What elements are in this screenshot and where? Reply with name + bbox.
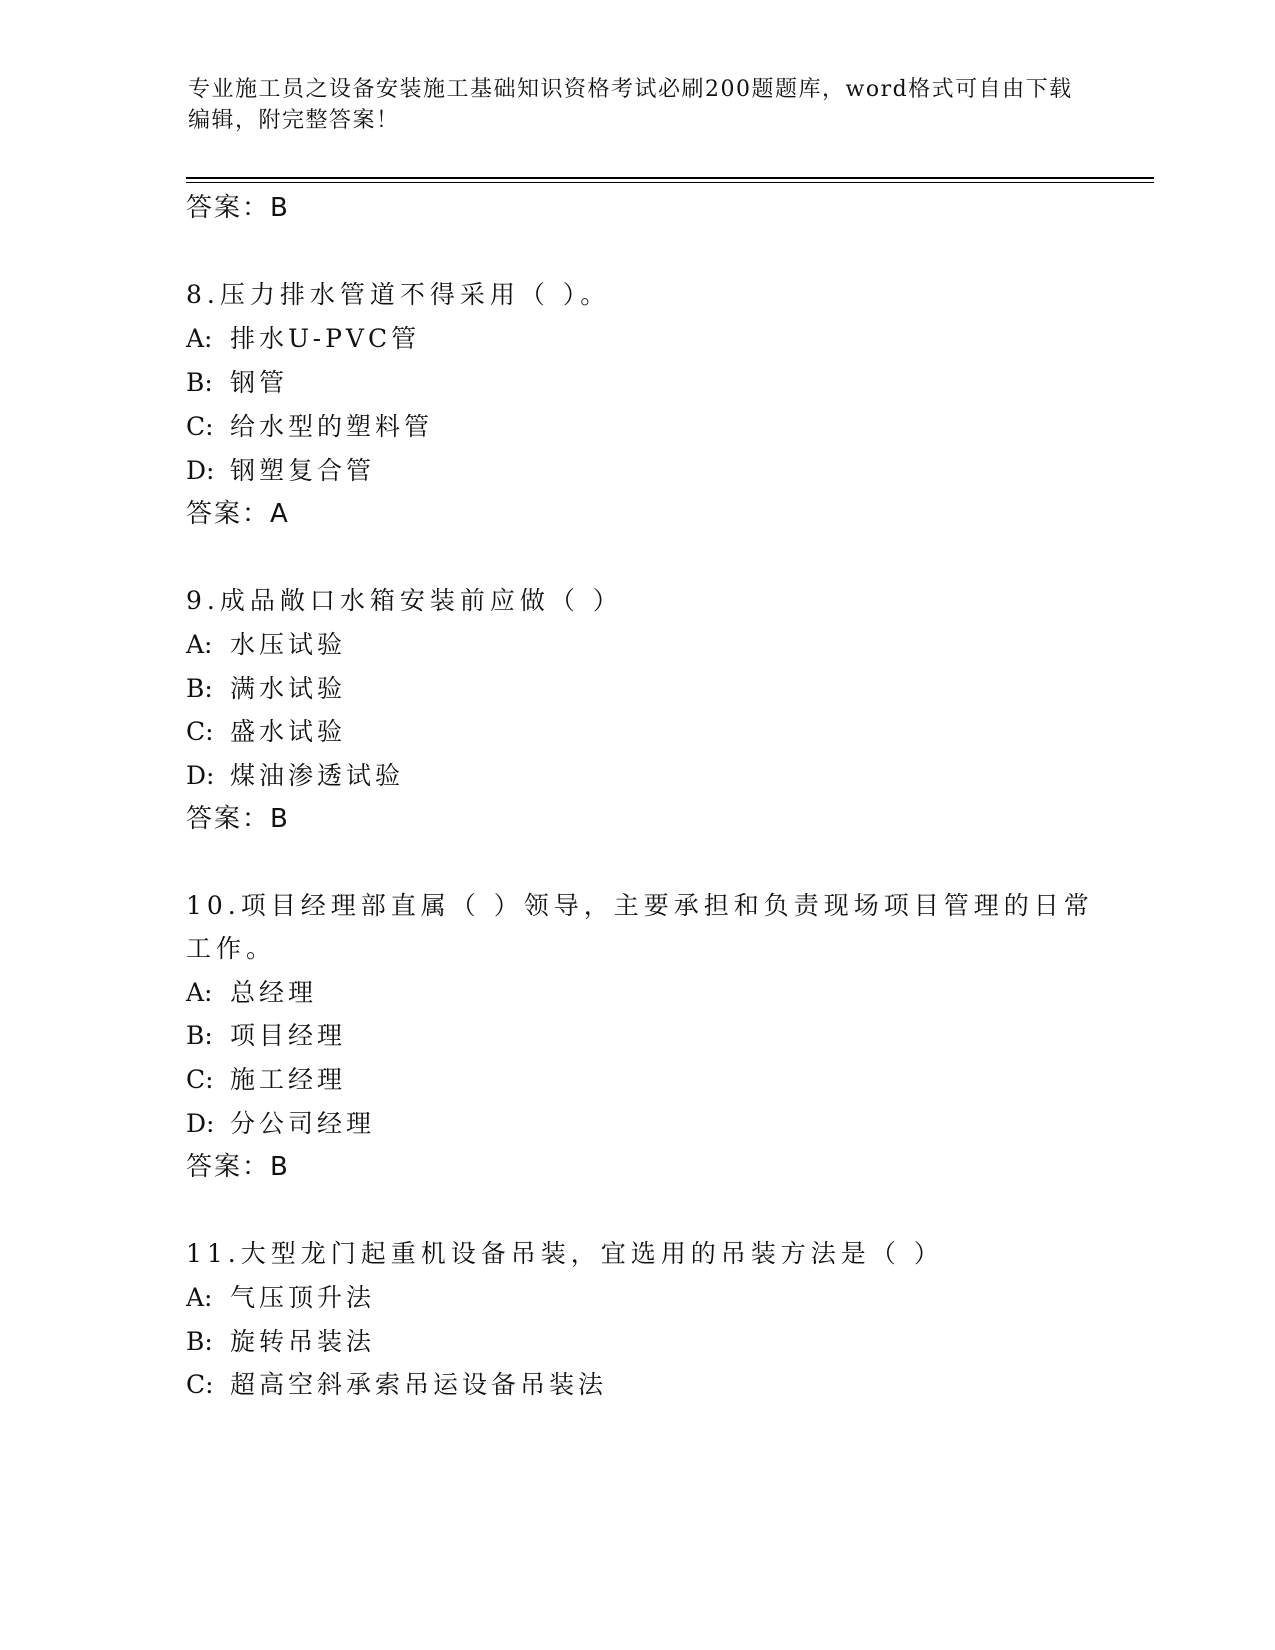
option-c <box>186 1365 607 1401</box>
answer-line: 答案：B <box>186 193 290 223</box>
option-letter: A: <box>186 324 213 353</box>
option-text: 旋转吊装法 <box>230 1327 376 1356</box>
option-letter: C: <box>186 1370 214 1399</box>
option-letter: C: <box>186 412 214 441</box>
option-a <box>186 319 420 355</box>
option-letter: B: <box>186 674 213 703</box>
document-header: 专业施工员之设备安装施工基础知识资格考试必刷200题题库，word格式可自由下载编辑，附完整答案！ <box>188 77 1073 133</box>
option-letter: C: <box>186 1065 214 1094</box>
option-letter: B: <box>186 368 213 397</box>
answer-line: 答案：B <box>186 1152 290 1182</box>
option-d <box>186 756 404 792</box>
option-letter: D: <box>186 1109 215 1138</box>
option-letter: B: <box>186 1021 213 1050</box>
option-text: 气压顶升法 <box>230 1283 376 1312</box>
option-letter: D: <box>186 456 215 485</box>
option-text: 总经理 <box>230 978 318 1007</box>
question-stem: 9.成品敞口水箱安装前应做（ ） <box>186 586 623 615</box>
question-stem: 11.大型龙门起重机设备吊装，宜选用的吊装方法是（ ） <box>186 1239 944 1268</box>
option-b <box>186 1322 375 1358</box>
option-d <box>186 1104 375 1140</box>
answer-line: 答案：B <box>186 804 290 834</box>
option-text: 项目经理 <box>230 1021 347 1050</box>
answer-line: 答案：A <box>186 499 290 529</box>
option-a <box>186 1278 375 1314</box>
header-divider-thin <box>186 182 1154 183</box>
option-a <box>186 973 317 1009</box>
option-c <box>186 712 346 748</box>
option-text: 煤油渗透试验 <box>230 761 405 790</box>
option-text: 满水试验 <box>230 674 347 703</box>
option-d <box>186 451 375 487</box>
option-text: 排水U-PVC管 <box>230 324 421 353</box>
header-divider <box>186 177 1154 179</box>
question-stem-continuation: 工作。 <box>186 934 277 963</box>
option-text: 分公司经理 <box>230 1109 376 1138</box>
option-text: 给水型的塑料管 <box>230 412 434 441</box>
option-b <box>186 1016 346 1052</box>
option-letter: D: <box>186 761 215 790</box>
option-a <box>186 625 346 661</box>
question-stem: 8.压力排水管道不得采用（ ）。 <box>186 280 611 309</box>
option-text: 钢塑复合管 <box>230 456 376 485</box>
option-b <box>186 363 288 399</box>
option-letter: C: <box>186 717 214 746</box>
option-text: 水压试验 <box>230 630 347 659</box>
option-letter: B: <box>186 1327 213 1356</box>
option-text: 钢管 <box>230 368 289 397</box>
option-text: 施工经理 <box>230 1065 347 1094</box>
option-text: 超高空斜承索吊运设备吊装法 <box>230 1370 608 1399</box>
option-letter: A: <box>186 978 213 1007</box>
option-c <box>186 1060 346 1096</box>
question-stem: 10.项目经理部直属（ ）领导，主要承担和负责现场项目管理的日常 <box>186 891 1094 920</box>
option-c <box>186 407 433 443</box>
option-b <box>186 669 346 705</box>
option-letter: A: <box>186 630 213 659</box>
option-letter: A: <box>186 1283 213 1312</box>
option-text: 盛水试验 <box>230 717 347 746</box>
